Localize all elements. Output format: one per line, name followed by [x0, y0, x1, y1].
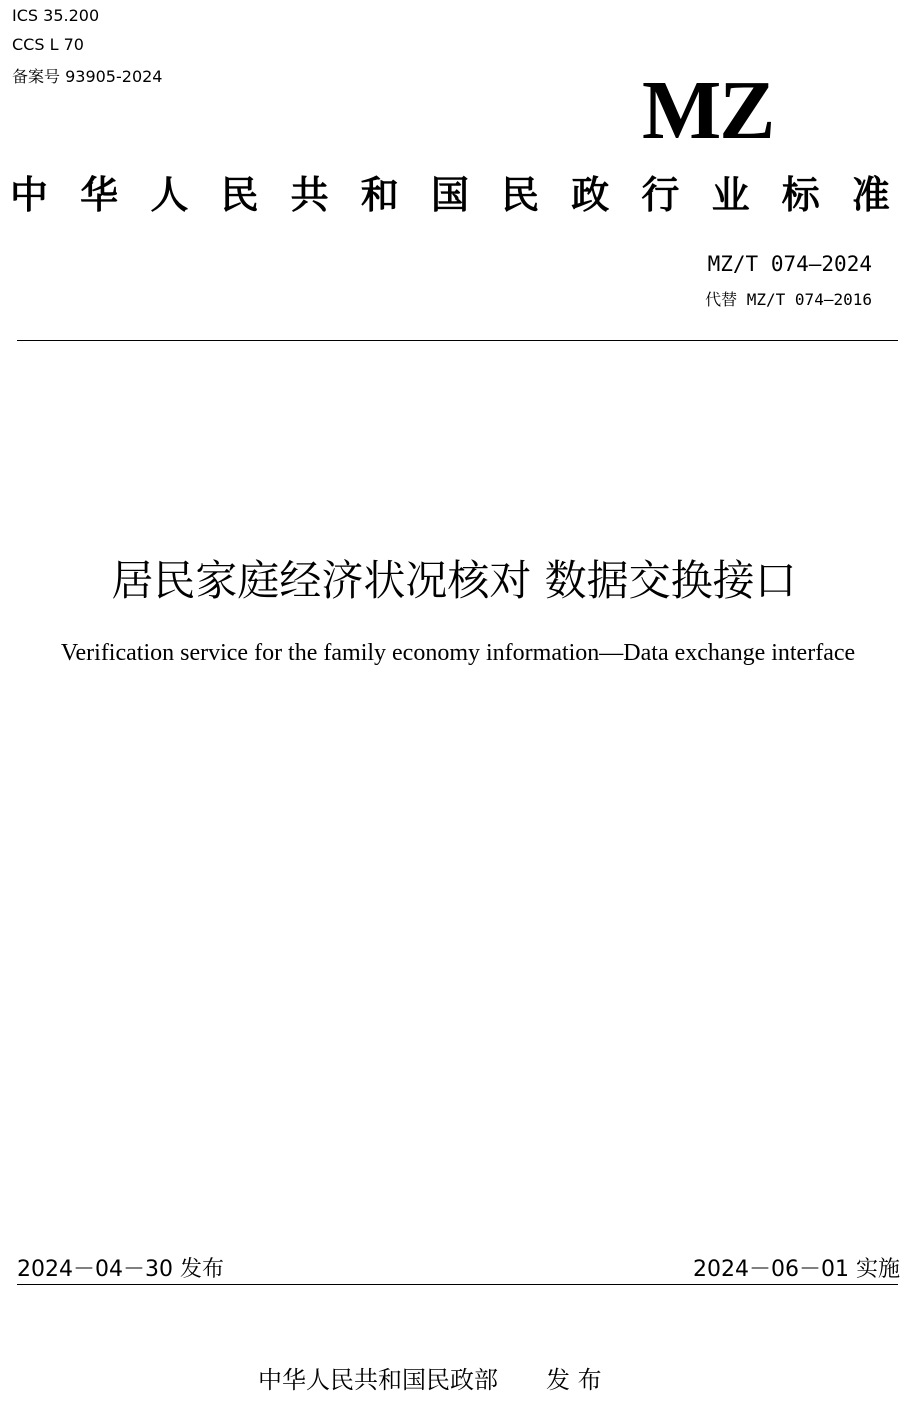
- standard-type-char: 和: [360, 173, 399, 217]
- document-title-chinese: 居民家庭经济状况核对 数据交换接口: [111, 556, 797, 605]
- standard-type-char: 民: [501, 173, 540, 217]
- standard-type-char: 政: [571, 173, 610, 217]
- standard-type-char: 人: [150, 173, 189, 217]
- standard-type-char: 中: [10, 173, 49, 217]
- ics-code: ICS 35.200: [12, 6, 100, 25]
- replaces-code: 代替 MZ/T 074—2016: [705, 290, 872, 309]
- issuing-authority: 中华人民共和国民政部 发 布: [258, 1366, 602, 1394]
- standard-type-char: 民: [220, 173, 259, 217]
- record-number: 备案号 93905-2024: [12, 67, 163, 86]
- standard-type-char: 国: [430, 173, 469, 217]
- standard-type-char: 华: [80, 173, 119, 217]
- ccs-code: CCS L 70: [12, 35, 84, 54]
- header-divider: [17, 340, 898, 341]
- mz-logo: MZ: [642, 64, 774, 157]
- standard-type-char: 标: [781, 173, 820, 217]
- standard-type-char: 准: [851, 173, 890, 217]
- document-title-english: Verification service for the family economy information—Data exchange interface: [60, 640, 856, 666]
- issue-date: 2024－04－30 发布: [17, 1257, 224, 1282]
- footer-divider: [17, 1284, 898, 1285]
- standard-type-char: 业: [711, 173, 750, 217]
- effective-date: 2024－06－01 实施: [693, 1257, 900, 1282]
- standard-type-char: 行: [641, 173, 680, 217]
- standard-type-title: [10, 164, 890, 219]
- standard-type-char: 共: [290, 173, 329, 217]
- standard-code: MZ/T 074—2024: [707, 252, 872, 276]
